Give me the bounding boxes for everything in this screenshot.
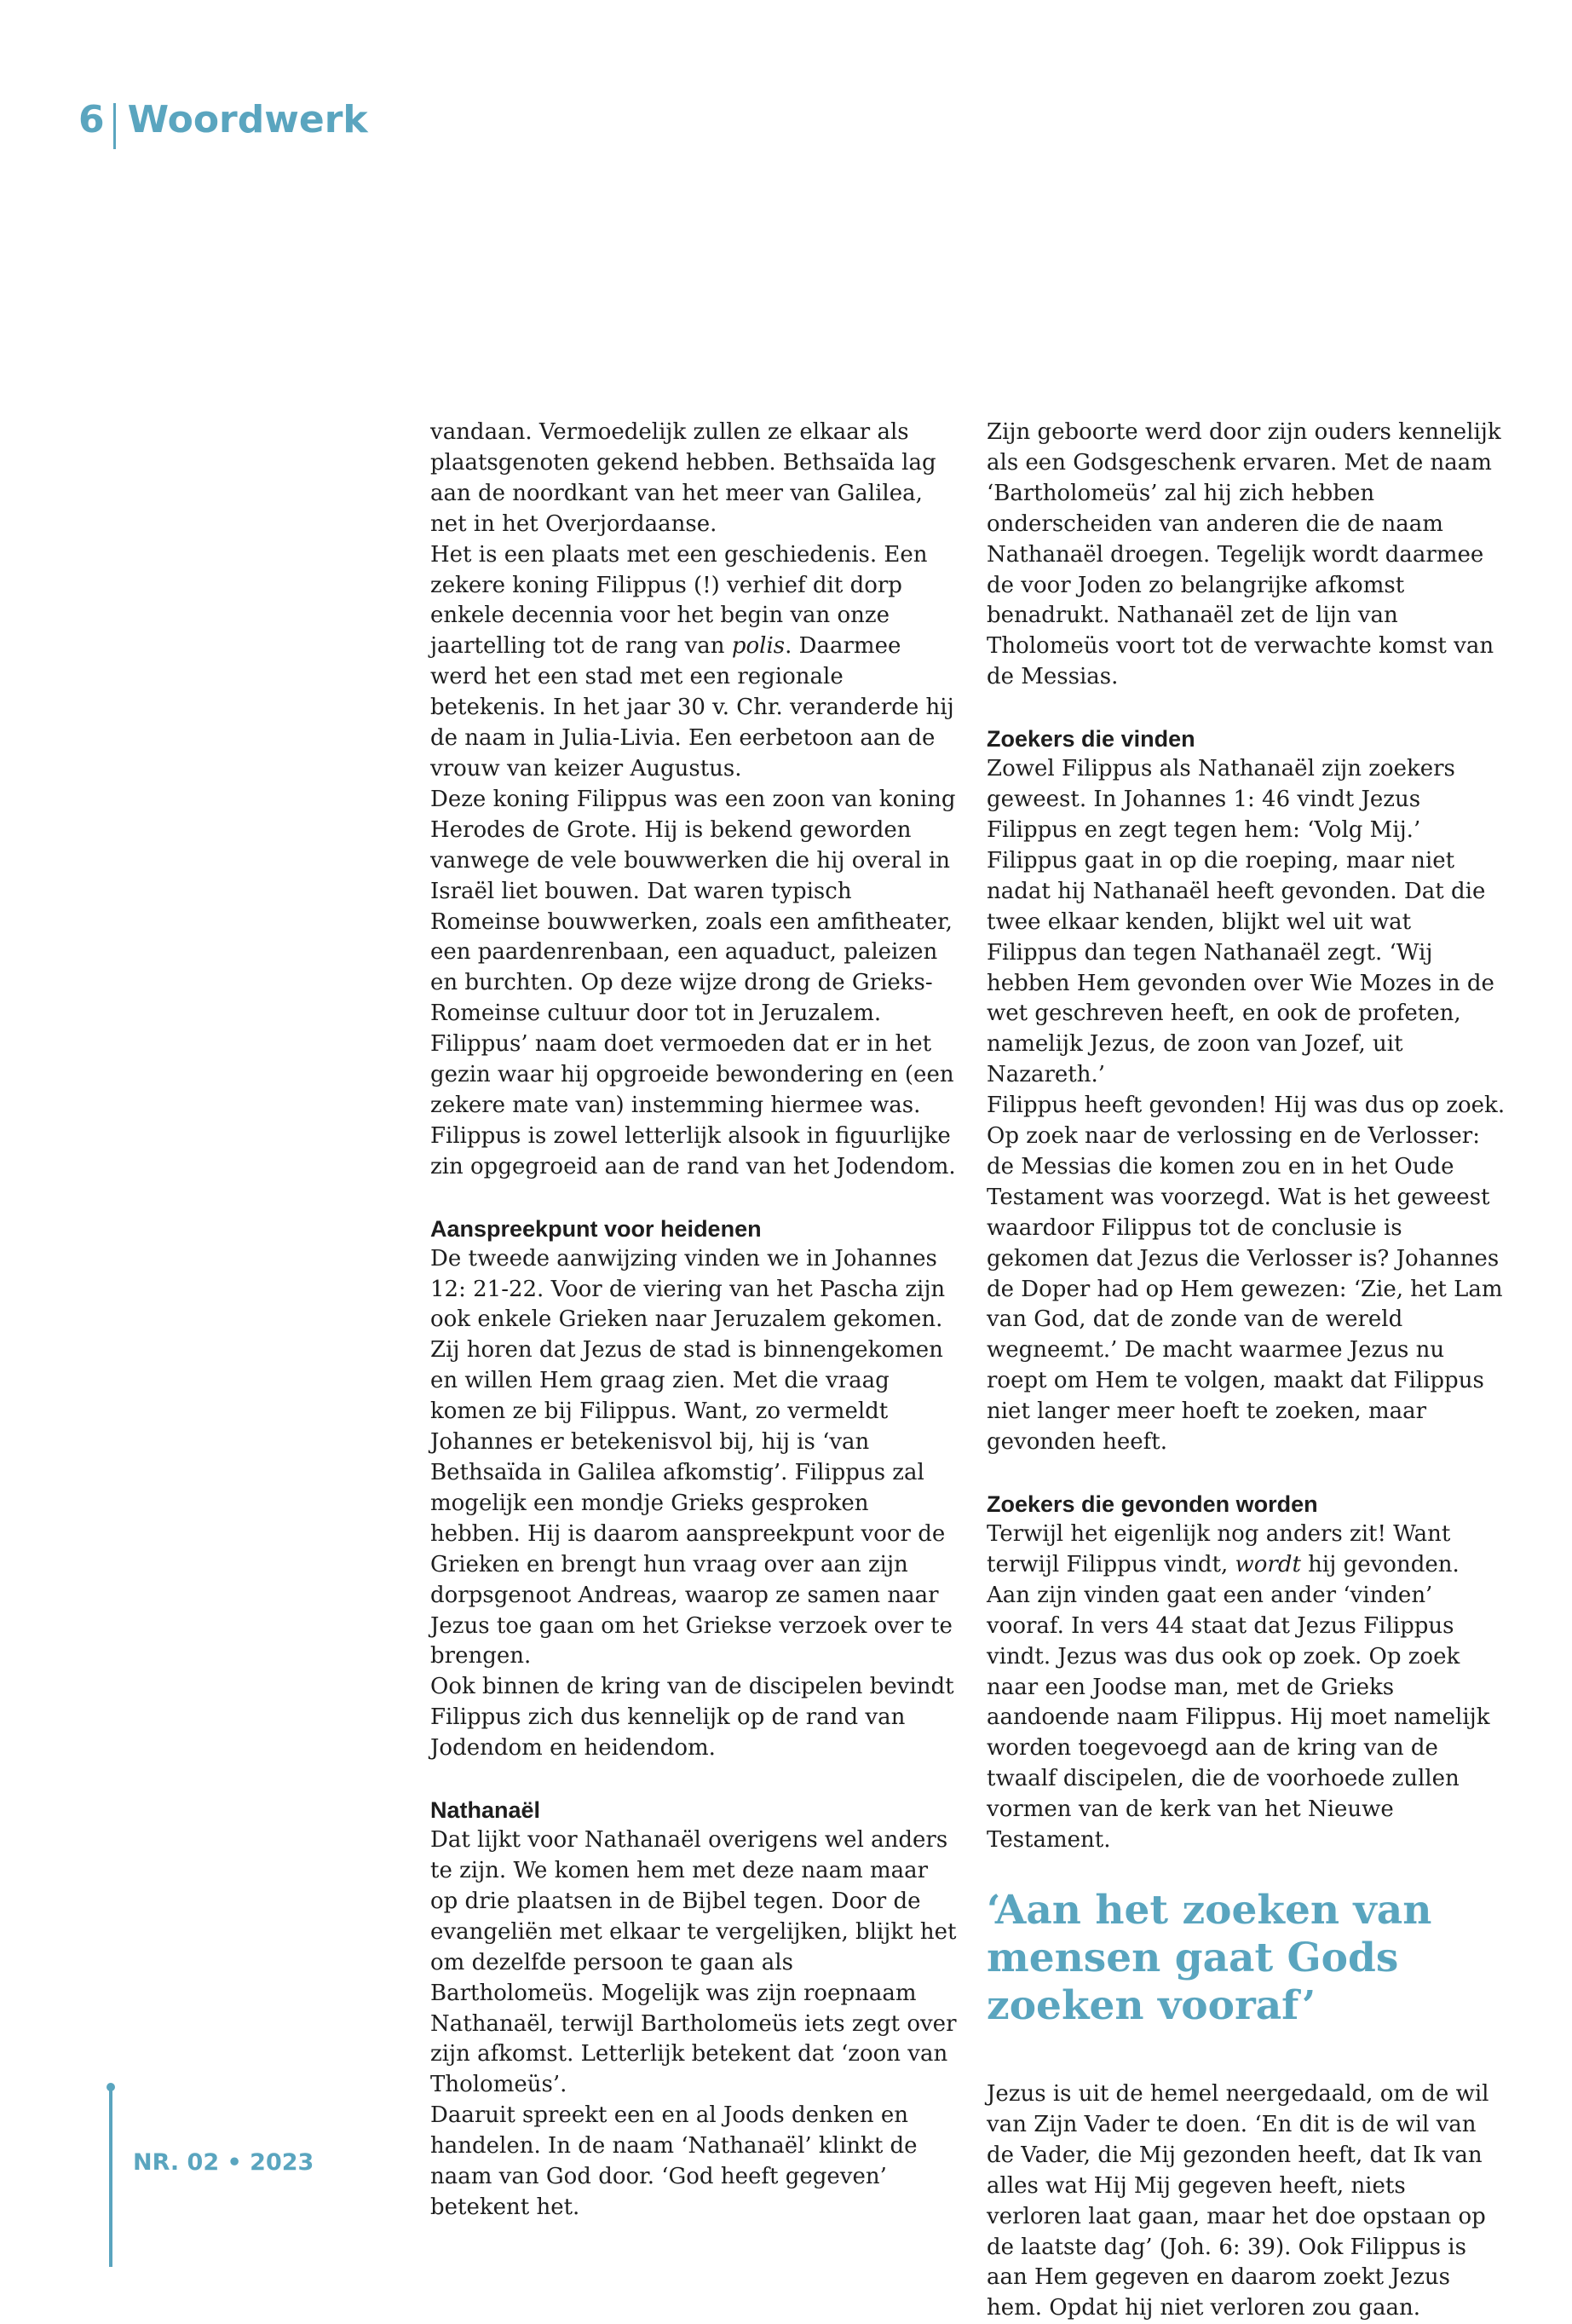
paragraph: Dat lijkt voor Nathanaël overigens wel anders te zijn. We komen hem met deze naam maar op drie plaatsen in de Bijbel tegen. Door de evangeliën met elkaar te vergelijken, blijkt het om dezelfde persoon te gaan als Bartholomeüs. Mogelijk was zijn roepnaam Nathanaël, terwijl Bartholomeüs iets zegt over zijn afkomst. Letterlijk betekent dat ‘zoon van Tholomeüs’.	[430, 1827, 957, 2098]
header-divider	[113, 103, 116, 149]
paragraph: Zijn geboorte werd door zijn ouders kennelijk als een Godsgeschenk ervaren. Met de naam ‘Bartholomeüs’ zal hij zich hebben onderscheiden van anderen die de naam Nathanaël droegen. Tegelijk wordt daarmee de voor Joden zo belangrijke afkomst benadrukt. Nathanaël zet de lijn van Tholomeüs voort tot de verwachte komst van de Messias.	[987, 419, 1501, 690]
paragraph: Zowel Filippus als Nathanaël zijn zoekers geweest. In Johannes 1: 46 vindt Jezus Filippus en zegt tegen hem: ‘Volg Mij.’ Filippus gaat in op die roeping, maar niet nadat hij Nathanaël heeft gevonden. Dat die twee elkaar kenden, blijkt wel uit wat Filippus dan tegen Nathanaël zegt. ‘Wij hebben Hem gevonden over Wie Mozes in de wet geschreven heeft, en ook de profeten, namelijk Jezus, de zoon van Jozef, uit Nazareth.’	[987, 756, 1494, 1088]
section-heading: Aanspreekpunt voor heidenen	[430, 1215, 762, 1242]
issue-number: NR. 02 • 2023	[133, 2149, 314, 2176]
paragraph: Filippus heeft gevonden! Hij was dus op zoek. Op zoek naar de verlossing en de Verlosser: de Messias die komen zou en in het Oude Testament was voorzegd. Wat is het geweest waardoor Filippus tot de conclusie is gekomen dat Jezus die Verlosser is? Johannes de Doper had op Hem gewezen: ‘Zie, het Lam van God, dat de zonde van de wereld wegneemt.’ De macht waarmee Jezus nu roept om Hem te volgen, maakt dat Filippus niet langer meer hoeft te zoeken, maar gevonden heeft.	[987, 1093, 1506, 1456]
paragraph: Het is een plaats met een geschiedenis. Een zekere koning Filippus (!) verhief dit dorp enkele decennia voor het begin van onze jaartelling tot de rang van polis. Daarmee werd het een stad met een regionale betekenis. In het jaar 30 v. Chr. veranderde hij de naam in Julia-Livia. Een eerbetoon aan de vrouw van keizer Augustus.	[430, 541, 954, 781]
section-heading: Zoekers die gevonden worden	[987, 1491, 1318, 1517]
section-heading: Nathanaël	[430, 1797, 541, 1824]
right-column	[987, 418, 1506, 2324]
left-column	[430, 418, 959, 2223]
paragraph: De tweede aanwijzing vinden we in Johannes 12: 21-22. Voor de viering van het Pascha zijn ook enkele Grieken naar Jeruzalem gekomen. Zij horen dat Jezus de stad is binnengekomen en willen Hem graag zien. Met die vraag komen ze bij Filippus. Want, zo vermeldt Johannes er betekenisvol bij, hij is ‘van Bethsaïda in Galilea afkomstig’. Filippus zal mogelijk een mondje Grieks gesproken hebben. Hij is daarom aanspreekpunt voor de Grieken en brengt hun vraag over aan zijn dorpsgenoot Andreas, waarop ze samen naar Jezus toe gaan om het Griekse verzoek over te brengen.	[430, 1245, 953, 1669]
paragraph: Deze koning Filippus was een zoon van koning Herodes de Grote. Hij is bekend geworden vanwege de vele bouwwerken die hij overal in Israël liet bouwen. Dat waren typisch Romeinse bouwwerken, zoals een amfitheater, een paardenrenbaan, een aquaduct, paleizen en burchten. Op deze wijze drong de Grieks-Romeinse cultuur door tot in Jeruzalem.	[430, 786, 956, 1027]
paragraph: Filippus’ naam doet vermoeden dat er in het gezin waar hij opgroeide bewondering en (een zekere mate van) instemming hiermee was. Filippus is zowel letterlijk alsook in figuurlijke zin opgegroeid aan de rand van het Jodendom.	[430, 1031, 956, 1179]
page-number: 6	[78, 97, 105, 141]
paragraph: Ook binnen de kring van de discipelen bevindt Filippus zich dus kennelijk op de rand van Jodendom en heidendom.	[430, 1674, 954, 1762]
paragraph: Jezus is uit de hemel neergedaald, om de wil van Zijn Vader te doen. ‘En dit is de wil van de Vader, die Mij gezonden heeft, dat Ik van alles wat Hij Mij gegeven heeft, niets verloren laat gaan, maar het doe opstaan op de laatste dag’ (Joh. 6: 39). Ook Filippus is aan Hem gegeven en daarom zoekt Jezus hem. Opdat hij niet verloren zou gaan.	[987, 2080, 1489, 2321]
section-title: Woordwerk	[127, 97, 368, 141]
footer-rule	[109, 2086, 112, 2267]
page-header	[78, 94, 368, 145]
italic-term: polis	[731, 633, 786, 660]
paragraph: Daaruit spreekt een en al Joods denken en handelen. In de naam ‘Nathanaël’ klinkt de naam van God door. ‘God heeft gegeven’ betekent het.	[430, 2102, 918, 2220]
section-heading: Zoekers die vinden	[987, 726, 1195, 753]
paragraph: vandaan. Vermoedelijk zullen ze elkaar als plaatsgenoten gekend hebben. Bethsaïda lag aan de noordkant van het meer van Galilea, net in het Overjordaanse.	[430, 419, 936, 537]
italic-term: wordt	[1235, 1551, 1301, 1577]
paragraph: Terwijl het eigenlijk nog anders zit! Want terwijl Filippus vindt, wordt hij gevonden. Aan zijn vinden gaat een ander ‘vinden’ vooraf. In vers 44 staat dat Jezus Filippus vindt. Jezus was dus ook op zoek. Op zoek naar een Joodse man, met de Grieks aandoende naam Filippus. Hij moet namelijk worden toegevoegd aan de kring van de twaalf discipelen, die de voorhoede zullen vormen van de kerk van het Nieuwe Testament.	[987, 1521, 1490, 1854]
pull-quote: ‘Aan het zoeken van mensen gaat Gods zoeken vooraf’	[987, 1886, 1432, 2029]
